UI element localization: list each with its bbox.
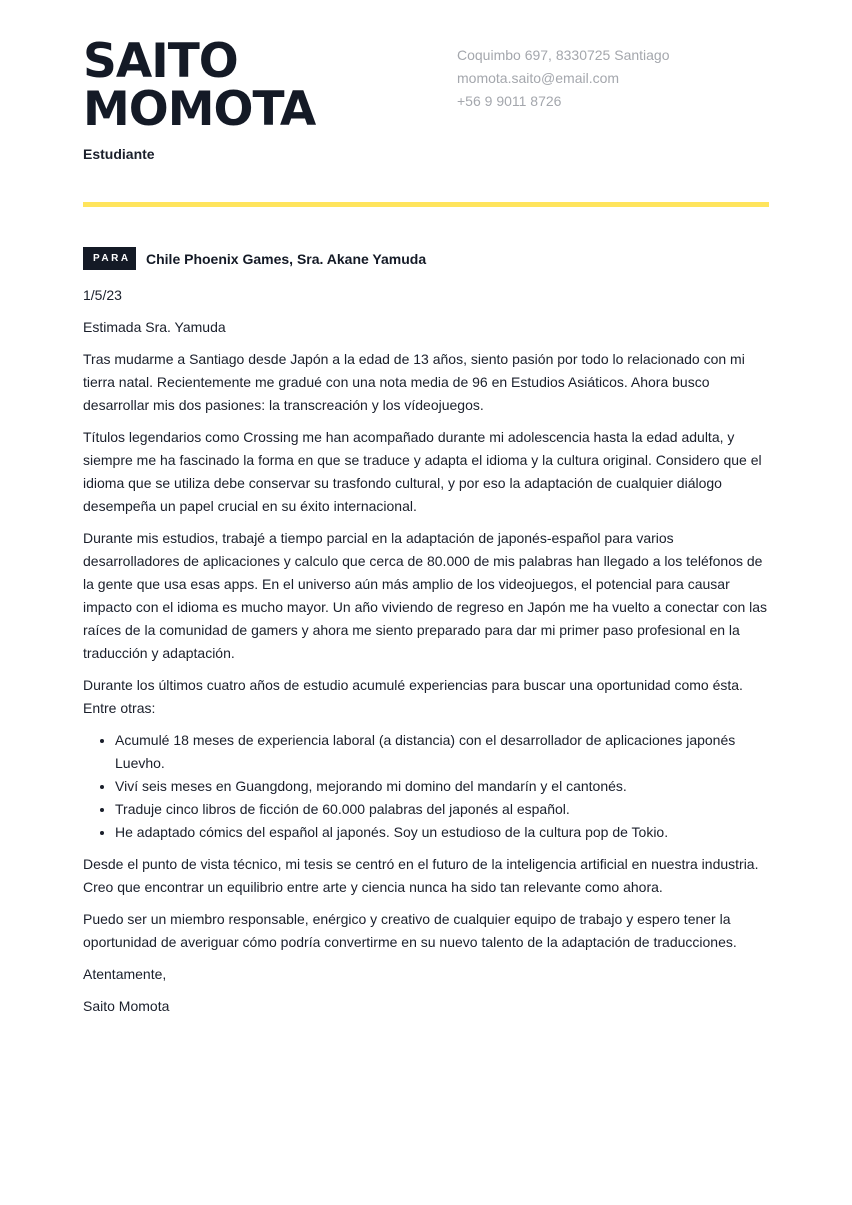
list-item: • Traduje cinco libros de ficción de 60.000 palabras del japonés al español.: [115, 798, 773, 821]
email[interactable]: momota.saito@email.com: [457, 70, 620, 86]
list-item: • Viví seis meses en Guangdong, mejorando mi domino del mandarín y el cantonés.: [115, 775, 773, 798]
applicant-name: [83, 34, 316, 137]
list-item: • Acumulé 18 meses de experiencia laboral (a distancia) con el desarrollador de aplicaciones japonés Luevho.: [115, 729, 773, 775]
list-item: • He adaptado cómics del español al japonés. Soy un estudioso de la cultura pop de Tokio.: [115, 821, 773, 844]
letter-paragraph: Puedo ser un miembro responsable, enérgico y creativo de cualquier equipo de trabajo y espero tener la oportunidad de averiguar cómo podría convertirme en su nuevo talento de la adaptación de traducciones.: [83, 911, 737, 950]
recipient-row: [83, 247, 426, 270]
letter-paragraph: Títulos legendarios como Crossing me han acompañado durante mi adolescencia hasta la edad adulta, y siempre me ha fascinado la forma en que se traduce y adapta el idioma y la cultura original. Considero que el idioma que se utiliza debe conservar su trasfondo cultural, y por eso la adaptación de cualquier diálogo desempeña un papel crucial en su éxito internacional.: [83, 429, 762, 514]
letter-body: [83, 284, 773, 1027]
experience-list: [83, 729, 773, 844]
address: Coquimbo 697, 8330725 Santiago: [457, 47, 670, 63]
letter-date: 1/5/23: [83, 287, 122, 303]
letter-salutation: Estimada Sra. Yamuda: [83, 319, 226, 335]
recipient-name: Chile Phoenix Games, Sra. Akane Yamuda: [146, 250, 427, 267]
letter-paragraph: Durante mis estudios, trabajé a tiempo parcial en la adaptación de japonés-español para varios desarrolladores de aplicaciones y calculo que cerca de 80.000 de mis palabras han llegado a los teléfonos de la gente que usa esas apps. En el universo aún más amplio de los videojuegos, el potencial para causar impacto con el idioma es mucho mayor. Un año viviendo de regreso en Japón me ha vuelto a conectar con las raíces de la comunidad de gamers y ahora me siento preparado para dar mi primer paso profesional en la traducción y adaptación.: [83, 530, 768, 661]
letter-paragraph: Tras mudarme a Santiago desde Japón a la edad de 13 años, siento pasión por todo lo relacionado con mi tierra natal. Recientemente me gradué con una nota media de 96 en Estudios Asiáticos. Ahora busco desarrollar mis dos pasiones: la transcreación y los vídeojuegos.: [83, 351, 745, 413]
first-name: SAITO: [83, 34, 238, 89]
phone[interactable]: +56 9 9011 8726: [457, 93, 562, 109]
letter-closing: Atentamente,: [83, 966, 167, 982]
letter-signature: Saito Momota: [83, 998, 170, 1014]
letter-paragraph: Desde el punto de vista técnico, mi tesis se centró en el futuro de la inteligencia artificial en nuestra industria. Creo que encontrar un equilibrio entre arte y ciencia nunca ha sido tan relevante como ahora.: [83, 856, 759, 895]
letter-paragraph: Durante los últimos cuatro años de estudio acumulé experiencias para buscar una oportunidad como ésta. Entre otras:: [83, 677, 743, 716]
accent-divider: [83, 202, 769, 207]
recipient-label-badge: PARA: [83, 247, 136, 270]
contact-info: [457, 44, 670, 113]
last-name: MOMOTA: [83, 82, 316, 137]
applicant-role: Estudiante: [83, 146, 155, 162]
